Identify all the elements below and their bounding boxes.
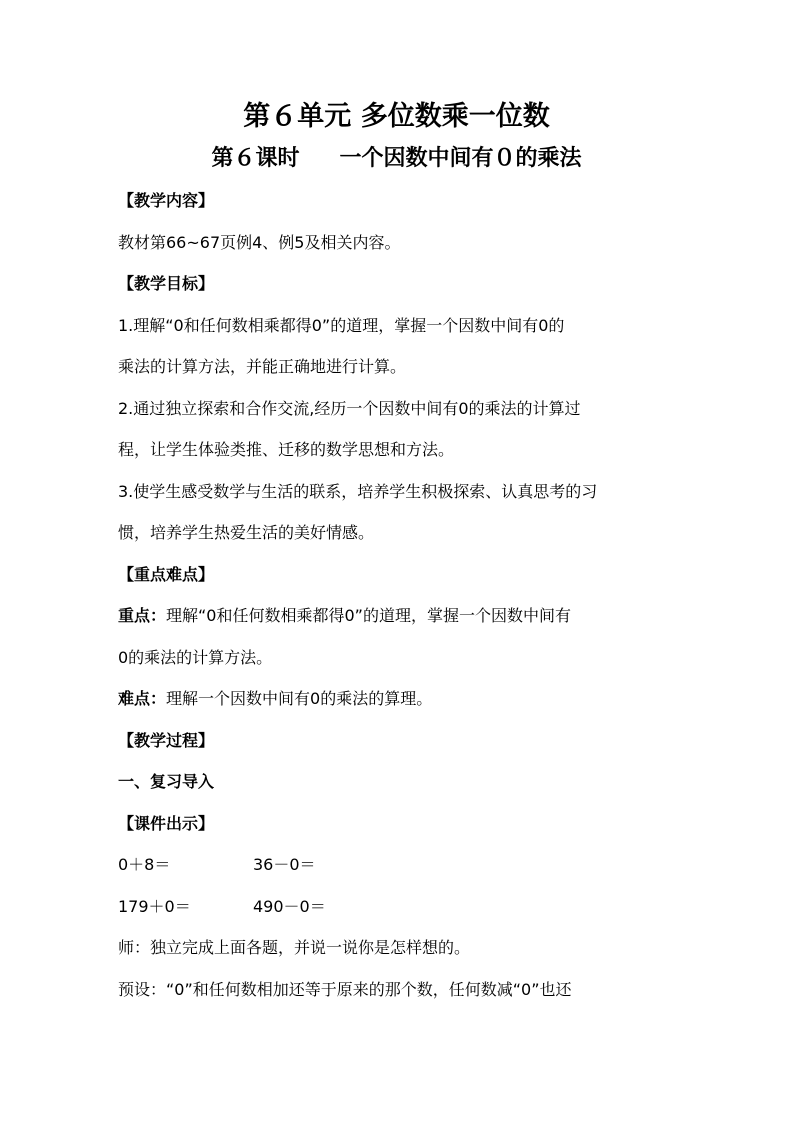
equation-4: 490－0＝: [253, 897, 326, 916]
courseware-heading: 【课件出示】: [118, 814, 215, 833]
goal-2-line-2: 程，让学生体验类推、迁移的数学思想和方法。: [118, 440, 455, 459]
content-text: 教材第66~67页例4、例5及相关内容。: [118, 233, 401, 252]
teacher-line: 师：独立完成上面各题，并说一说你是怎样想的。: [118, 938, 471, 957]
equation-row-1: [118, 853, 683, 877]
goal-1-line-2: 乘法的计算方法，并能正确地进行计算。: [118, 357, 407, 376]
process-heading: 【教学过程】: [118, 731, 215, 750]
goal-3-line-1: 3.使学生感受数学与生活的联系，培养学生积极探索、认真思考的习: [118, 482, 598, 501]
equation-2: 36－0＝: [253, 855, 316, 874]
goal-3-line-2: 惯，培养学生热爱生活的美好情感。: [118, 523, 375, 542]
lesson-number: 第６课时: [211, 146, 300, 171]
equation-1: 0＋8＝: [118, 855, 171, 874]
goals-heading: 【教学目标】: [118, 274, 215, 293]
key-point-line-1: [118, 604, 683, 628]
content-heading: 【教学内容】: [118, 191, 215, 210]
goal-1-line-1: 1.理解“0和任何数相乘都得0”的道理，掌握一个因数中间有0的: [118, 316, 565, 335]
difficult-point-line: [118, 687, 683, 711]
lesson-title: [0, 142, 793, 176]
part-1-heading: 一、复习导入: [118, 772, 215, 791]
preset-line: 预设：“0”和任何数相加还等于原来的那个数，任何数减“0”也还: [118, 980, 572, 999]
difficult-label: 难点：: [118, 689, 167, 708]
key-label: 重点：: [118, 606, 167, 625]
equation-row-2: [118, 895, 683, 919]
equation-3: 179＋0＝: [118, 897, 191, 916]
key-point-line-2: 0的乘法的计算方法。: [118, 648, 273, 667]
goal-2-line-1: 2.通过独立探索和合作交流,经历一个因数中间有0的乘法的计算过: [118, 399, 581, 418]
key-text: 理解“0和任何数相乘都得0”的道理，掌握一个因数中间有: [166, 606, 571, 625]
lesson-topic: 一个因数中间有０的乘法: [339, 146, 582, 171]
unit-title: 第６单元 多位数乘一位数: [243, 101, 550, 132]
keypoints-heading: 【重点难点】: [118, 565, 215, 584]
difficult-text: 理解一个因数中间有0的乘法的算理。: [166, 689, 433, 708]
